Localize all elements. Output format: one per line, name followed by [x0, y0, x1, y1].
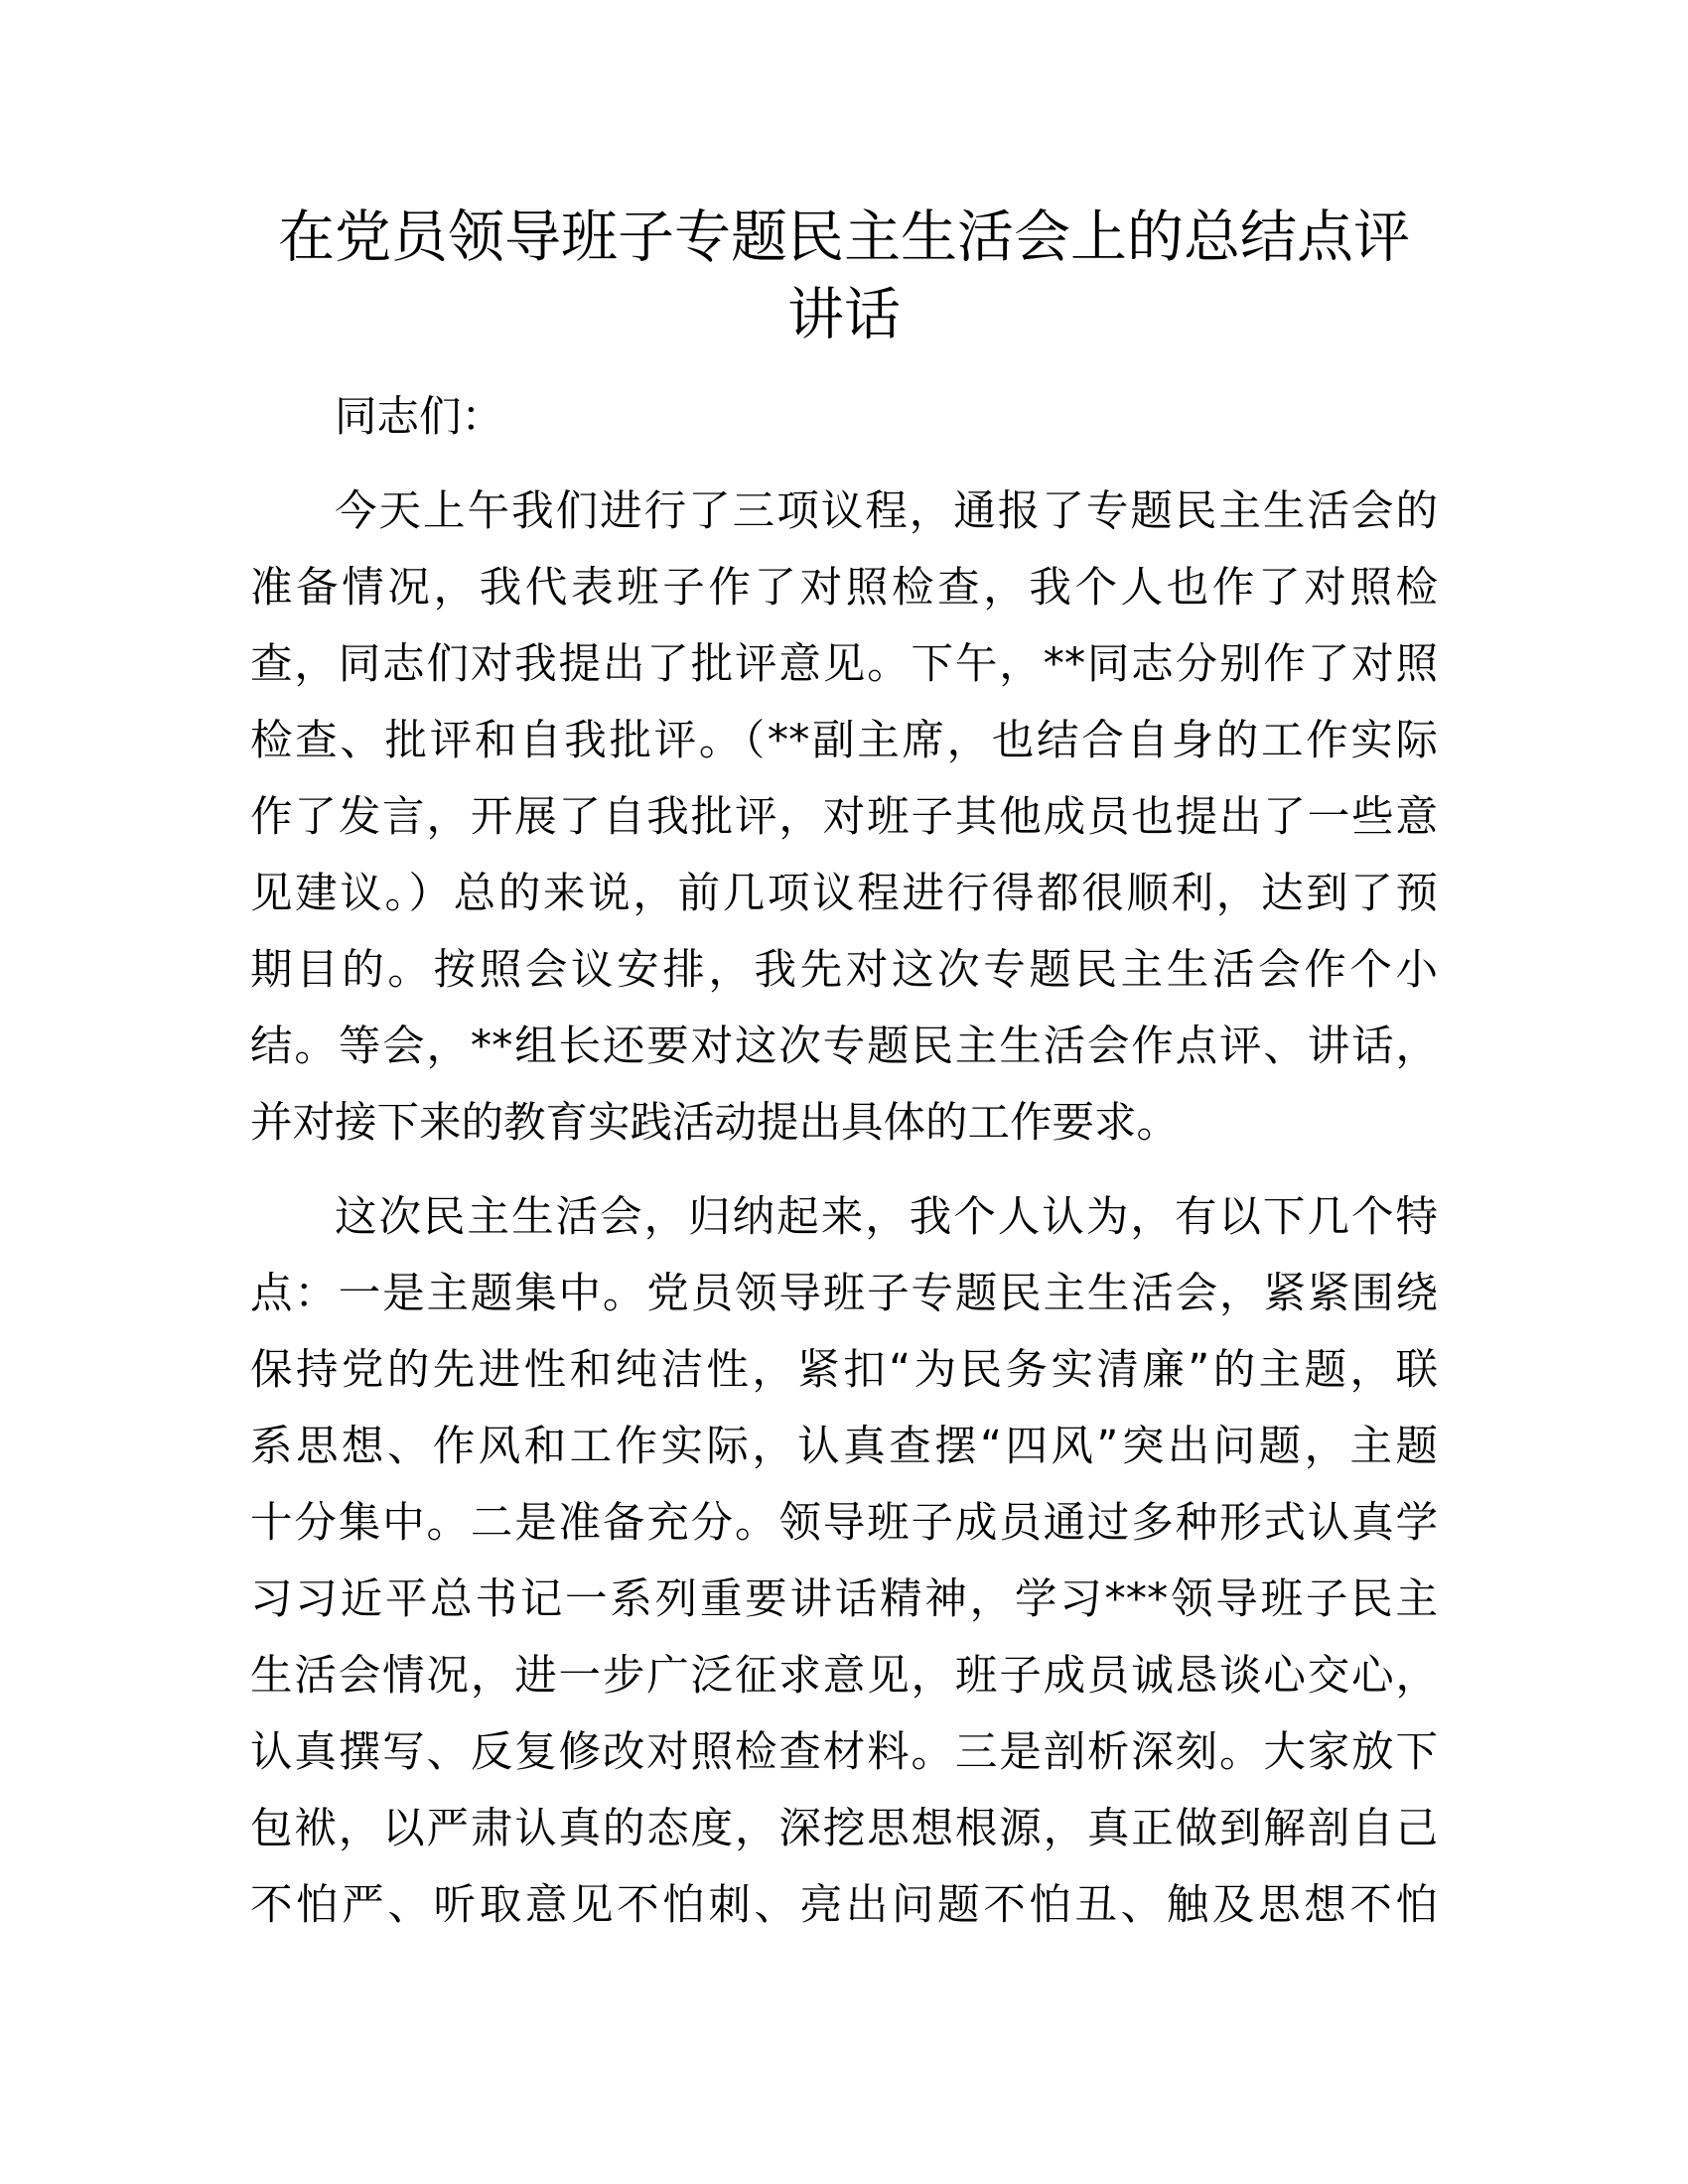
paragraph-line: 点：一是主题集中。党员领导班子专题民主生活会，紧紧围绕 — [250, 1270, 1438, 1318]
paragraph-meeting-recap — [250, 474, 1438, 1161]
document-body — [250, 379, 1438, 1962]
paragraph-line: 生活会情况，进一步广泛征求意见，班子成员诚恳谈心交心， — [250, 1652, 1438, 1701]
paragraph-line: 查，同志们对我提出了批评意见。下午，**同志分别作了对照 — [250, 640, 1438, 689]
paragraph-line: 见建议。）总的来说，前几项议程进行得都很顺利，达到了预 — [250, 870, 1438, 918]
paragraph-line: 结。等会，**组长还要对这次专题民主生活会作点评、讲话， — [250, 1023, 1438, 1071]
paragraph-line: 期目的。按照会议安排，我先对这次专题民主生活会作个小 — [250, 946, 1438, 995]
paragraph-line: 十分集中。二是准备充分。领导班子成员通过多种形式认真学 — [250, 1499, 1438, 1548]
paragraph-line: 这次民主生活会，归纳起来，我个人认为，有以下几个特 — [335, 1193, 1438, 1242]
paragraph-line: 准备情况，我代表班子作了对照检查，我个人也作了对照检 — [250, 564, 1438, 613]
paragraph-line: 认真撰写、反复修改对照检查材料。三是剖析深刻。大家放下 — [250, 1728, 1438, 1777]
paragraph-line: 并对接下来的教育实践活动提出具体的工作要求。 — [250, 1099, 1180, 1148]
paragraph-line: 系思想、作风和工作实际，认真查摆“四风”突出问题，主题 — [250, 1423, 1438, 1471]
document-title — [0, 199, 1688, 353]
title-line: 讲话 — [787, 282, 901, 347]
paragraph-line: 检查、批评和自我批评。（**副主席，也结合自身的工作实际 — [250, 717, 1438, 765]
paragraph-line: 今天上午我们进行了三项议程，通报了专题民主生活会的 — [335, 487, 1438, 536]
paragraph-line: 作了发言，开展了自我批评，对班子其他成员也提出了一些意 — [250, 793, 1438, 842]
paragraph-line: 保持党的先进性和纯洁性，紧扣“为民务实清廉”的主题，联 — [250, 1346, 1438, 1395]
paragraph-characteristics — [250, 1179, 1438, 1944]
title-line: 在党员领导班子专题民主生活会上的总结点评 — [278, 205, 1410, 270]
paragraph-line: 不怕严、听取意见不怕刺、亮出问题不怕丑、触及思想不怕 — [250, 1881, 1438, 1930]
paragraph-line: 包袱，以严肃认真的态度，深挖思想根源，真正做到解剖自己 — [250, 1805, 1438, 1853]
salutation-paragraph — [250, 379, 1438, 456]
paragraph-line: 习习近平总书记一系列重要讲话精神，学习***领导班子民主 — [250, 1575, 1438, 1624]
salutation-line: 同志们： — [335, 393, 504, 442]
